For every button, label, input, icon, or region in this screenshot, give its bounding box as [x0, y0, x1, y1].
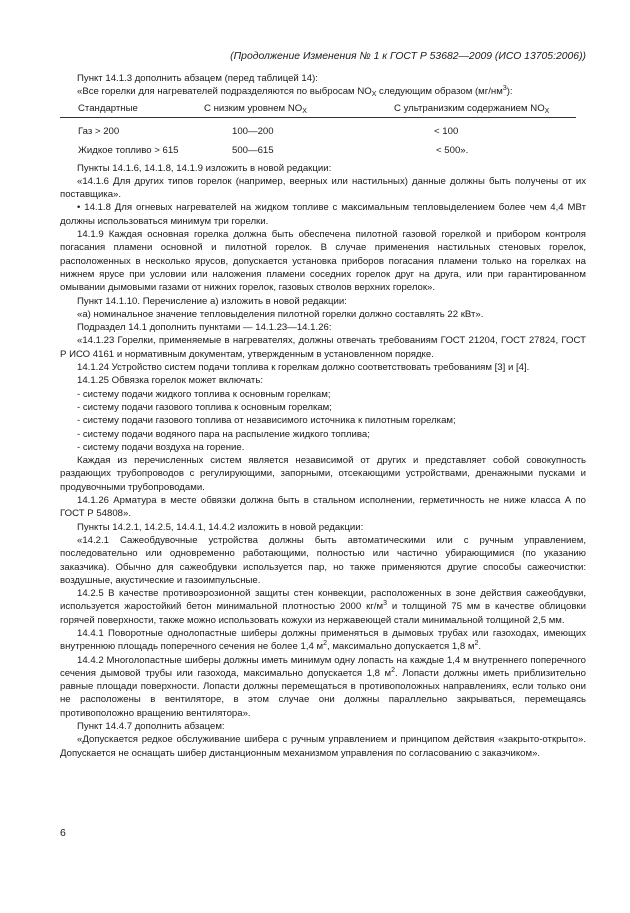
paragraph-systems: Каждая из перечисленных систем является независимой от других и представляет собой совокупность раздающих трубопроводов с регулирующими, запорными, отсекающими устройствами, дренажными пусками и продувочными трубопроводами. — [60, 455, 586, 493]
document-body — [60, 72, 586, 760]
table-row-gas-low: 100—200 — [232, 125, 274, 137]
list-item: - систему подачи газового топлива от независимого источника к пилотным горелкам; — [77, 415, 456, 427]
paragraph-item-a: «а) номинальное значение тепловыделения пилотной горелки должно составлять 22 кВт». — [77, 308, 484, 320]
paragraph-subsection-14-1: Подраздел 14.1 дополнить пунктами — 14.1.23—14.1.26: — [77, 322, 332, 334]
paragraph-14-1-26: 14.1.26 Арматура в месте обвязки должна быть в стальном исполнении, герметичность не ниже класса А по ГОСТ Р 54808». — [60, 495, 586, 520]
nox-emission-table — [60, 100, 586, 162]
paragraph-14-1-25: 14.1.25 Обвязка горелок может включать: — [77, 375, 263, 387]
paragraph-section-14-2: Пункты 14.2.1, 14.2.5, 14.4.1, 14.4.2 изложить в новой редакции: — [77, 521, 364, 533]
table-row-liquid-ultra: < 500». — [436, 144, 469, 156]
list-item: - систему подачи водяного пара на распыление жидкого топлива; — [77, 428, 370, 440]
nox-col-ultralow: С ультранизким содержанием $NO_X$ — [394, 102, 550, 115]
paragraph-14-1-8: • 14.1.8 Для огневых нагревателей на жидком топливе с максимальным тепловыделением более чем 4,4 МВт должны использоваться минимум три горелки. — [60, 202, 586, 227]
list-item: - систему подачи жидкого топлива к основным горелкам; — [77, 388, 331, 400]
paragraph-14-4-1: 14.4.1 Поворотные однолопастные шиберы должны применяться в дымовых трубах или газоходах, имеющих внутреннюю площадь поперечного сечения не более 1,4 $м^2$, максимально допускается 1,8 $м^2$. — [60, 627, 586, 653]
paragraph-14-1-23: «14.1.23 Горелки, применяемые в нагревателях, должны отвечать требованиям ГОСТ 21204, ГОСТ 27824, ГОСТ Р ИСО 4161 и нормативным документам, утвержденным в установленном порядке. — [60, 335, 586, 360]
table-row-gas-fuel: Газ > 200 — [78, 125, 120, 137]
nox-col-standard: Стандартные — [78, 102, 138, 114]
paragraph-items-list: Пункты 14.1.6, 14.1.8, 14.1.9 изложить в новой редакции: — [77, 162, 332, 174]
paragraph-14-1-6: «14.1.6 Для других типов горелок (например, веерных или настильных) данные должны быть получены от их поставщика». — [60, 175, 586, 201]
page-number: 6 — [60, 827, 66, 839]
paragraph-14-1-24: 14.1.24 Устройство систем подачи топлива к горелкам должно соответствовать требованиям [3] и [4]. — [77, 362, 530, 374]
list-item: - систему подачи воздуха на горение. — [77, 441, 245, 453]
paragraph-14-1-3: Пункт 14.1.3 дополнить абзацем (перед таблицей 14): — [77, 73, 318, 84]
paragraph-14-2-5: 14.2.5 В качестве противоэрозионной защиты стен конвекции, расположенных в зоне действия сажеобдувки, используется жаростойкий бетон минимальной плотностью 2000 $кг/м^3$ и толщиной 75 мм в качестве облицовки горячей поверхности, также можно использовать кожухи из нержавеющей стали минимальной толщиной 2,5 мм. — [60, 588, 586, 626]
paragraph-14-1-10: Пункт 14.1.10. Перечисление а) изложить в новой редакции: — [77, 295, 347, 307]
paragraph-14-2-1: «14.2.1 Сажеобдувочные устройства должны быть автоматическими или с ручным управлением, последовательно или одновременно работающими, полностью или частично убирающимися (по указанию заказчика). Обычно для сажеобдувки используется пар, но также применяются другие способы сажеочистки: воздушные, акустические и газоимпульсные. — [60, 534, 586, 586]
paragraph-nox-intro: «Все горелки для нагревателей подразделяются по выбросам $NO_X$ следующим образом $(мг/нм^3)$: — [77, 85, 513, 99]
list-item: - систему подачи газового топлива к основным горелкам; — [77, 401, 332, 413]
table-row-liquid-low: 500—615 — [232, 144, 274, 156]
table-header-rule — [60, 117, 576, 118]
table-row-gas-ultra: < 100 — [434, 125, 459, 137]
paragraph-14-1-9: 14.1.9 Каждая основная горелка должна быть обеспечена пилотной газовой горелкой и прибором контроля погасания пламени основной и пилотной горелок. В случае применения настильных стеновых горелок, расположенных в несколько ярусов, допускается установка приборов погасания пламени только на горелках на нижнем ярусе при условии или наложения пламени соседних горелок друг на друга, или при гарантированном омывании дымовыми газами от нижних горелок, газовых стволов верхних горелок». — [60, 229, 586, 294]
page-header: (Продолжение Изменения № 1 к ГОСТ Р 53682—2009 (ИСО 13705:2006)) — [230, 51, 586, 62]
table-row-liquid-fuel: Жидкое топливо > 615 — [78, 144, 179, 156]
paragraph-damper: «Допускается редкое обслуживание шибера с ручным управлением и принципом действия «закрыто-открыто». Допускается не оснащать шибер дистанционным механизмом управления по согласованию с заказчиком». — [60, 734, 586, 759]
paragraph-14-4-2: 14.4.2 Многолопастные шиберы должны иметь минимум одну лопасть на каждые 1,4 м внутреннего поперечного сечения дымовой трубы или газохода, максимально допускается 1,8 $м^2$. Лопасти должны иметь приблизительно равные площади поверхности. Лопасти должны перемещаться в противоположных направлениях, если только они не расположены в вентиляторе, в этом случае они должны параллельно закрываться, перемещаясь противоположно вращению вентилятора». — [60, 654, 586, 719]
nox-col-low: С низким уровнем $NO_X$ — [204, 102, 307, 115]
paragraph-14-4-7: Пункт 14.4.7 дополнить абзацем: — [77, 721, 225, 733]
